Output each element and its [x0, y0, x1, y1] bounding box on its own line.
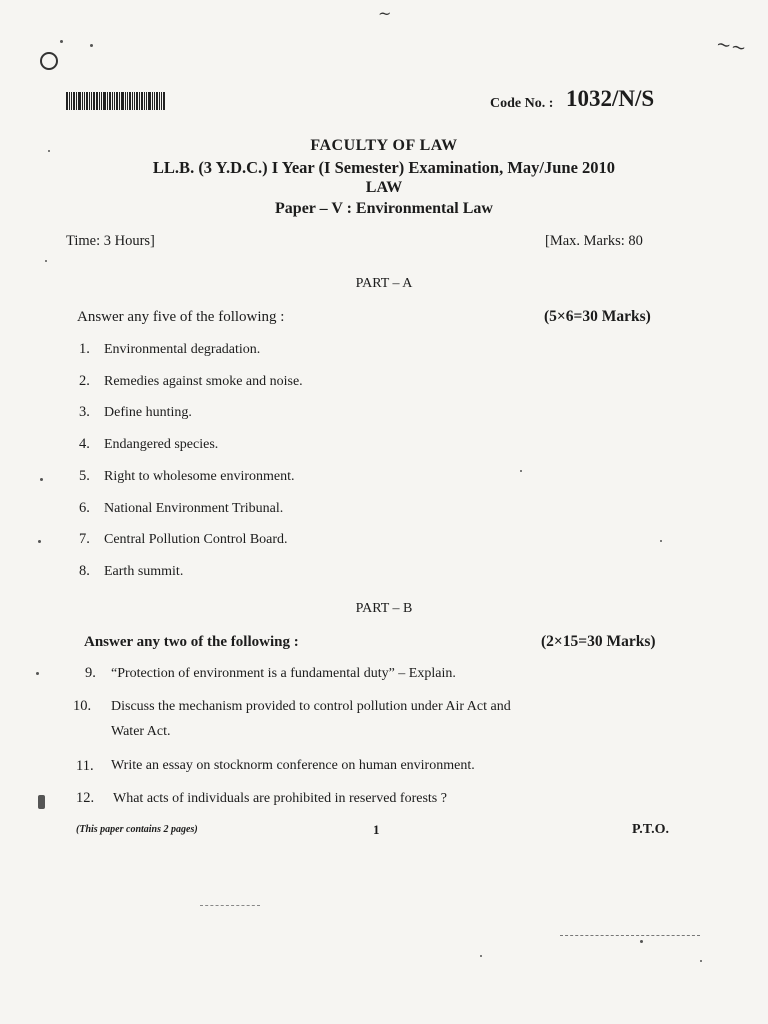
scan-speck: [640, 940, 643, 943]
part-b-marks: (2×15=30 Marks): [541, 633, 656, 650]
question-number: 3.: [79, 404, 90, 420]
part-a-marks: (5×6=30 Marks): [544, 308, 651, 325]
question-text-continued: Water Act.: [111, 724, 171, 739]
part-a-title: PART – A: [355, 276, 413, 291]
question-text: “Protection of environment is a fundamental duty” – Explain.: [111, 666, 456, 681]
question-number: 7.: [79, 531, 90, 547]
scan-mark: [40, 52, 58, 70]
part-b-title: PART – B: [355, 601, 413, 616]
question-number: 4.: [79, 436, 90, 452]
faculty-title: FACULTY OF LAW: [310, 137, 458, 154]
page-count-note: (This paper contains 2 pages): [76, 824, 198, 835]
page-number: 1: [373, 822, 380, 837]
question-text: Remedies against smoke and noise.: [104, 374, 303, 389]
question-text: National Environment Tribunal.: [104, 501, 284, 516]
scan-artifact-line: [200, 905, 260, 906]
scan-speck: [660, 540, 662, 542]
question-number: 10.: [73, 698, 92, 714]
paper-title: Paper – V : Environmental Law: [275, 200, 493, 217]
max-marks: [Max. Marks: 80: [545, 233, 643, 249]
question-number: 12.: [76, 790, 95, 806]
part-a-instruction: Answer any five of the following :: [77, 309, 285, 325]
scan-speck: [36, 672, 39, 675]
scan-speck: [90, 44, 93, 47]
question-text: Endangered species.: [104, 437, 219, 452]
question-text: Discuss the mechanism provided to control pollution under Air Act and: [111, 699, 511, 714]
scan-speck: [520, 470, 522, 472]
question-number: 9.: [85, 665, 96, 681]
question-text: Define hunting.: [104, 405, 192, 420]
scan-speck: [38, 540, 41, 543]
subject-title: LAW: [365, 179, 403, 196]
part-b-instruction: Answer any two of the following :: [84, 634, 299, 650]
question-text: Central Pollution Control Board.: [104, 532, 288, 547]
question-number: 1.: [79, 341, 90, 357]
question-text: What acts of individuals are prohibited in reserved forests ?: [113, 791, 447, 806]
code-label: Code No. :: [490, 96, 554, 111]
pto-label: P.T.O.: [632, 822, 669, 837]
scan-speck: [480, 955, 482, 957]
question-number: 8.: [79, 563, 90, 579]
question-number: 5.: [79, 468, 90, 484]
handwritten-scribble: ~~: [714, 33, 748, 60]
question-number: 11.: [76, 758, 94, 774]
question-number: 2.: [79, 373, 90, 389]
question-text: Write an essay on stocknorm conference on human environment.: [111, 758, 475, 773]
code-value: 1032/N/S: [566, 86, 655, 111]
scan-artifact-line: [560, 935, 700, 936]
handwritten-scribble: ~: [378, 4, 392, 23]
scan-speck: [60, 40, 63, 43]
scan-smudge: [38, 795, 45, 809]
scan-speck: [700, 960, 702, 962]
question-text: Right to wholesome environment.: [104, 469, 295, 484]
time-allowed: Time: 3 Hours]: [66, 233, 155, 249]
question-number: 6.: [79, 500, 90, 516]
barcode: [66, 92, 174, 110]
scan-speck: [40, 478, 43, 481]
question-text: Environmental degradation.: [104, 342, 261, 357]
scan-speck: [45, 260, 47, 262]
question-text: Earth summit.: [104, 564, 184, 579]
exam-title: LL.B. (3 Y.D.C.) I Year (I Semester) Examination, May/June 2010: [152, 158, 616, 177]
